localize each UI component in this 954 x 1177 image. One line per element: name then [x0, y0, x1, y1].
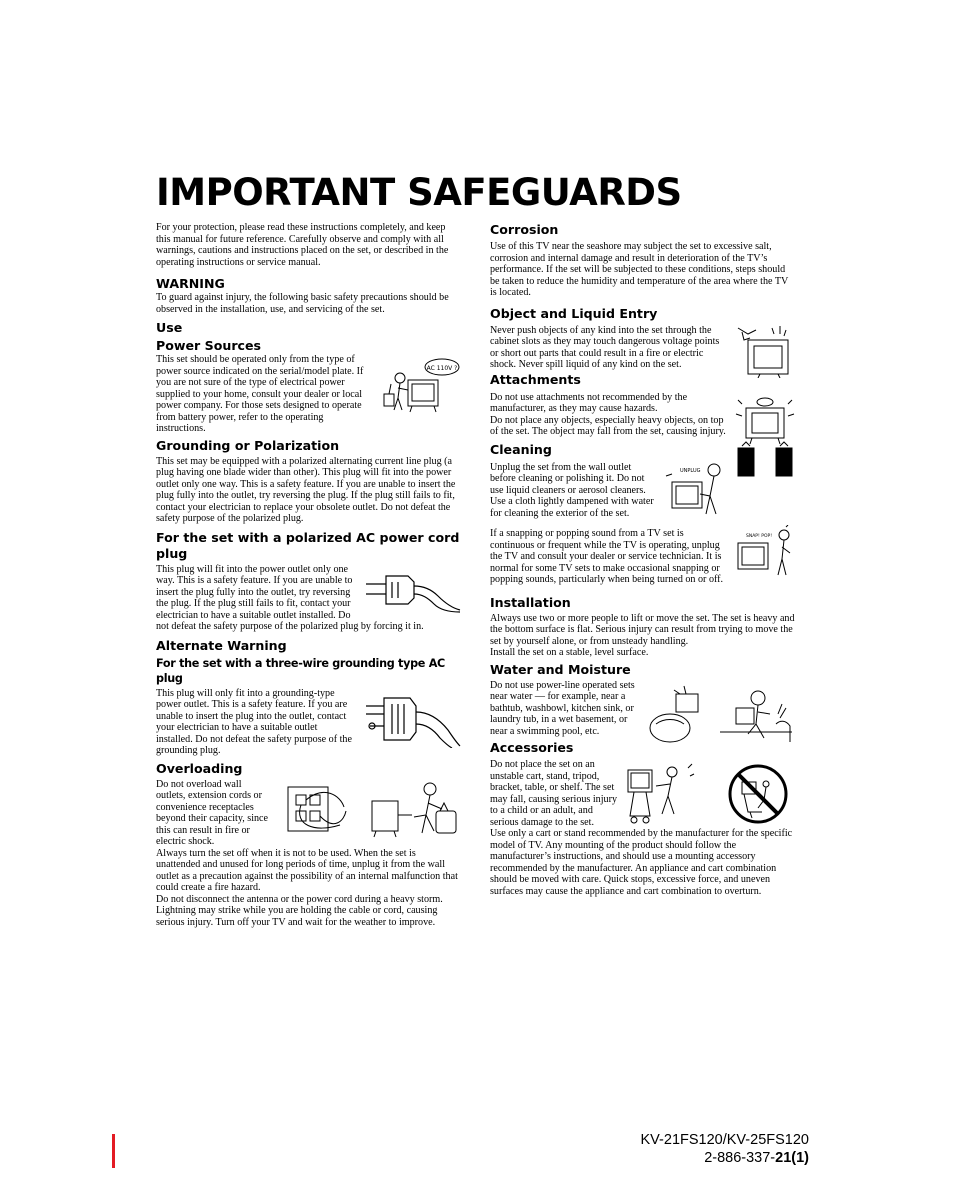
- object-liquid-heading: Object and Liquid Entry: [490, 305, 658, 321]
- snapping-figure-label: SNAP! POP!: [746, 534, 773, 539]
- page-title: IMPORTANT SAFEGUARDS: [156, 171, 682, 214]
- overloading-heading: Overloading: [156, 760, 243, 776]
- attachments-text-2: Do not place any objects, especially heavy objects, on top of the set. The object may fall from the set, causing injury.: [490, 414, 726, 437]
- overloading-text-1: Do not overload wall outlets, extension cords or convenience receptacles beyond their capacity, since this can result in fire or electric shock.: [156, 778, 269, 847]
- right-column: [490, 222, 796, 897]
- accessories-text-1: Do not place the set on an unstable cart, stand, tripod, bracket, table, or shelf. The set may fall, causing serious injury to a child or an adult, and serious damage to the set.: [490, 759, 617, 828]
- overloading-text-3: Do not disconnect the antenna or the power cord during a heavy storm. Lightning may strike while you are holding the cable or cord, causing serious injury. Turn off your TV and wait for the weather to improve.: [156, 893, 443, 928]
- alternate-warning-subheading: For the set with a three-wire grounding type AC plug: [156, 656, 445, 685]
- attachments-figure: [734, 396, 796, 478]
- water-figure: [646, 684, 796, 746]
- installation-heading: Installation: [490, 594, 571, 610]
- grounding-plug-figure: [362, 692, 462, 748]
- cleaning-text-2: If a snapping or popping sound from a TV set is continuous or frequent while the TV is operating, unplug the TV and consult your dealer or service technician. It is normal for some TV sets to make occasional snapping or popping sounds, particularly when being turned on or off.: [490, 528, 724, 585]
- attachments-heading: Attachments: [490, 371, 581, 387]
- cleaning-figure-label: UNPLUG: [680, 467, 701, 474]
- snapping-figure: [734, 525, 796, 577]
- cleaning-heading: Cleaning: [490, 441, 552, 457]
- attachments-text-1: Do not use attachments not recommended by the manufacturer, as they may cause hazards.: [490, 391, 688, 414]
- corrosion-text: Use of this TV near the seashore may subject the set to excessive salt, corrosion and internal damage and result in deterioration of the TV’s performance. If the set will be subjected to these conditions, steps should be taken to reduce the humidity and temperature of the area where the TV is located.: [490, 241, 789, 298]
- power-sources-figure: [382, 358, 462, 416]
- polarized-plug-figure: [362, 568, 462, 614]
- accessories-figure: [626, 762, 796, 826]
- object-liquid-text: Never push objects of any kind into the set through the cabinet slots as they may touch dangerous voltage points or short out parts that could result in a fire or electric shock. Never spill liquid of any kind on the set.: [490, 324, 720, 370]
- installation-text-2: Install the set on a stable, level surface.: [490, 647, 649, 658]
- overloading-figure: [284, 781, 462, 839]
- footer-part-suffix: 21(1): [775, 1150, 809, 1166]
- use-heading: Use: [156, 320, 183, 335]
- accessories-text-2: Use only a cart or stand recommended by the manufacturer for the specific model of TV. Any mounting of the product should follow the manufacturer’s instructions, and should use a mounting accessory recommended by the manufacturer. An appliance and cart combination should be moved with care. Quick stops, excessive force, and uneven surfaces may cause the appliance and cart combination to overturn.: [490, 828, 793, 897]
- accessories-heading: Accessories: [490, 740, 574, 755]
- footer-red-bar: [112, 1134, 115, 1168]
- grounding-text: This set may be equipped with a polarized alternating current line plug (a plug having one blade wider than other). This plug will fit into the power outlet only one way. This is a safety feature. If you are unable to insert the plug fully into the outlet, try reversing the plug. If the plug still fails to fit, contact your electrician to replace your obsolete outlet. Do not defeat the safety purpose of the polarized plug.: [156, 455, 456, 524]
- power-sources-heading: Power Sources: [156, 338, 262, 353]
- footer-model: KV-21FS120/KV-25FS120: [640, 1132, 809, 1148]
- left-column: [156, 222, 462, 928]
- water-text: Do not use power-line operated sets near water — for example, near a bathtub, washbowl, kitchen sink, or laundry tub, in a wet basement, or near a swimming pool, etc.: [490, 679, 635, 737]
- cleaning-text-1: Unplug the set from the wall outlet before cleaning or polishing it. Do not use liquid cleaners or aerosol cleaners. Use a cloth lightly dampened with water for cleaning the exterior of the set.: [490, 461, 654, 519]
- water-heading: Water and Moisture: [490, 661, 631, 677]
- footer-part-number: [641, 1149, 809, 1167]
- power-figure-label: AC 110V ?: [426, 365, 458, 372]
- cleaning-figure: [664, 460, 726, 516]
- intro-text: For your protection, please read these instructions completely, and keep this manual for future reference. Carefully observe and comply with all warnings, cautions and instructions placed on the set, or described in the operating instructions or service manual.: [156, 222, 449, 268]
- footer-part-prefix: 2-886-337-: [704, 1150, 776, 1166]
- alternate-warning-text: This plug will only fit into a grounding-type power outlet. This is a safety feature. If you are unable to insert the plug into the outlet, contact your electrician to have a suitable outlet installed. Do not defeat the safety purpose of the grounding plug.: [156, 687, 352, 756]
- installation-text-1: Always use two or more people to lift or move the set. The set is heavy and the bottom surface is flat. Serious injury can result from trying to move the set by yourself alone, or from unsteady handling.: [490, 612, 795, 647]
- object-liquid-figure: [734, 324, 796, 378]
- alternate-warning-heading: Alternate Warning: [156, 637, 287, 653]
- polarized-plug-text: This plug will fit into the power outlet only one way. This is a safety feature. If you are unable to insert the plug fully into the outlet, try reversing the plug. If the plug still fails to fit, contact your electrician to have a suitable outlet installed. Do not defeat the safety purpose of the polarized plug by forcing it in.: [156, 563, 424, 632]
- polarized-plug-heading: For the set with a polarized AC power cord plug: [156, 529, 460, 561]
- warning-text: To guard against injury, the following basic safety precautions should be observed in the installation, use, and servicing of the set.: [156, 292, 449, 315]
- power-sources-text: This set should be operated only from the type of power source indicated on the serial/model plate. If you are not sure of the type of electrical power supplied to your home, consult your dealer or local power company. For those sets designed to operate from battery power, refer to the operating instructions.: [156, 354, 364, 434]
- grounding-heading: Grounding or Polarization: [156, 437, 340, 453]
- warning-heading: WARNING: [156, 276, 225, 291]
- corrosion-heading: Corrosion: [490, 222, 559, 237]
- overloading-text-2: Always turn the set off when it is not to be used. When the set is unattended and unused for long periods of time, unplug it from the wall outlet as a precaution against the possibility of an internal malfunction that could create a fire hazard.: [156, 847, 458, 893]
- footer-model-info: [641, 1131, 809, 1167]
